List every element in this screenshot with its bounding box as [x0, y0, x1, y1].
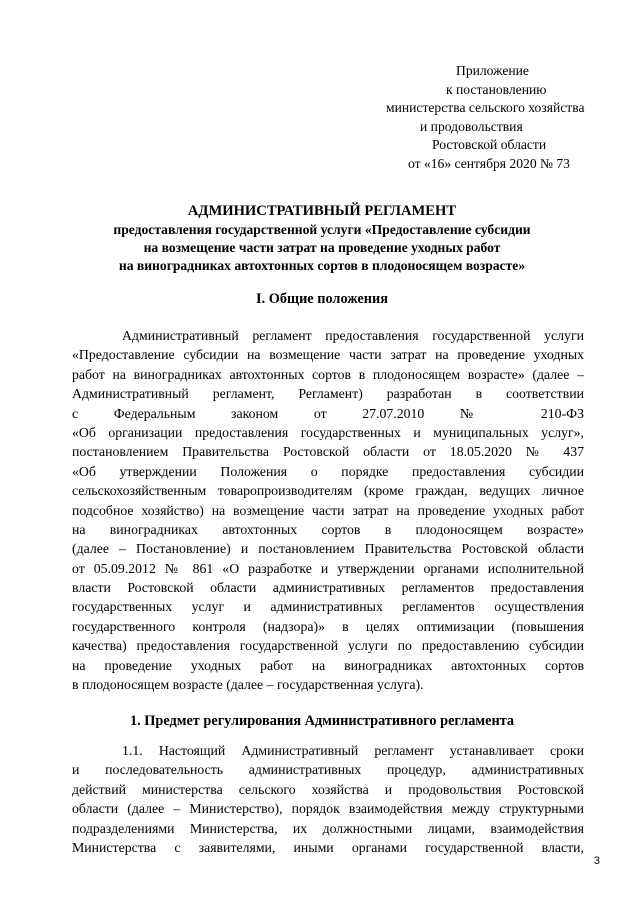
title-line: на возмещение части затрат на проведение уходных работ — [143, 240, 501, 255]
paragraph-line: власти Ростовской области административных регламентов предоставления — [72, 580, 584, 596]
paragraph-line: Административный регламент предоставления государственной услуги — [122, 328, 584, 343]
paragraph-line: государственного контроля (надзора)» в целях оптимизации (повышения — [72, 618, 584, 634]
section-heading-general: I. Общие положения — [256, 291, 388, 307]
section-heading-subject: 1. Предмет регулирования Административного регламента — [129, 713, 515, 729]
paragraph-line: «Предоставление субсидии на возмещение части затрат на проведение уходных — [72, 347, 584, 363]
appendix-line: к постановлению — [446, 81, 547, 97]
paragraph-line: в плодоносящем возрасте (далее – государственная услуга). — [72, 677, 424, 693]
paragraph-line: Министерства с заявителями, иными органами государственной власти, — [72, 839, 584, 855]
paragraph-line: 1.1. Настоящий Административный регламент устанавливает сроки — [122, 743, 584, 758]
paragraph-line: на проведение уходных работ на виноградниках автохтонных сортов — [72, 657, 584, 673]
appendix-line: от «16» сентября 2020 № 73 — [408, 155, 570, 171]
paragraph-line: области (далее – Министерство), порядок взаимодействия между структурными — [72, 801, 584, 817]
paragraph-intro — [72, 326, 584, 694]
appendix-line: Приложение — [456, 63, 529, 78]
appendix-line: Ростовской области — [432, 137, 547, 152]
paragraph-line: «Об утверждении Положения о порядке предоставления субсидии — [72, 463, 584, 479]
paragraph-line: качества) предоставления государственной услуги по предоставлению субсидии — [72, 638, 584, 654]
paragraph-line: сельскохозяйственным товаропроизводителям (кроме граждан, ведущих личное — [72, 483, 584, 499]
paragraph-line: от 05.09.2012 № 861 «О разработке и утверждении органами исполнительной — [72, 560, 584, 576]
paragraph-line: действий министерства сельского хозяйства и продовольствия Ростовской — [72, 781, 584, 797]
document-title — [60, 202, 584, 275]
paragraph-line: с Федеральным законом от 27.07.2010 № 210-ФЗ — [72, 405, 584, 421]
paragraph-line: на виноградниках автохтонных сортов в плодоносящем возрасте» — [72, 521, 584, 537]
paragraph-line: работ на виноградниках автохтонных сортов в плодоносящем возрасте» (далее – — [72, 366, 584, 382]
title-main: АДМИНИСТРАТИВНЫЙ РЕГЛАМЕНТ — [187, 203, 457, 219]
title-line: предоставления государственной услуги «Предоставление субсидии — [113, 222, 531, 237]
appendix-block — [380, 62, 610, 173]
paragraph-line: и последовательность административных процедур, административных — [72, 762, 584, 778]
paragraph-line: (далее – Постановление) и постановлением Правительства Ростовской области — [72, 541, 584, 557]
paragraph-line: подразделениями Министерства, их должностными лицами, взаимодействия — [72, 820, 584, 836]
paragraph-1-1 — [72, 741, 584, 857]
page-number: 3 — [593, 855, 600, 867]
title-line: на виноградниках автохтонных сортов в плодоносящем возрасте» — [118, 258, 526, 273]
paragraph-line: государственных услуг и административных регламентов осуществления — [72, 599, 584, 615]
paragraph-line: Административный регламент, Регламент) разработан в соответствии — [72, 386, 584, 402]
appendix-line: и продовольствия — [420, 118, 523, 134]
paragraph-line: подсобное хозяйство) на возмещение части затрат на проведение уходных работ — [72, 502, 584, 518]
paragraph-line: постановлением Правительства Ростовской области от 18.05.2020 № 437 — [72, 444, 584, 460]
appendix-line: министерства сельского хозяйства — [386, 100, 585, 115]
paragraph-line: «Об организации предоставления государственных и муниципальных услуг», — [72, 424, 584, 440]
